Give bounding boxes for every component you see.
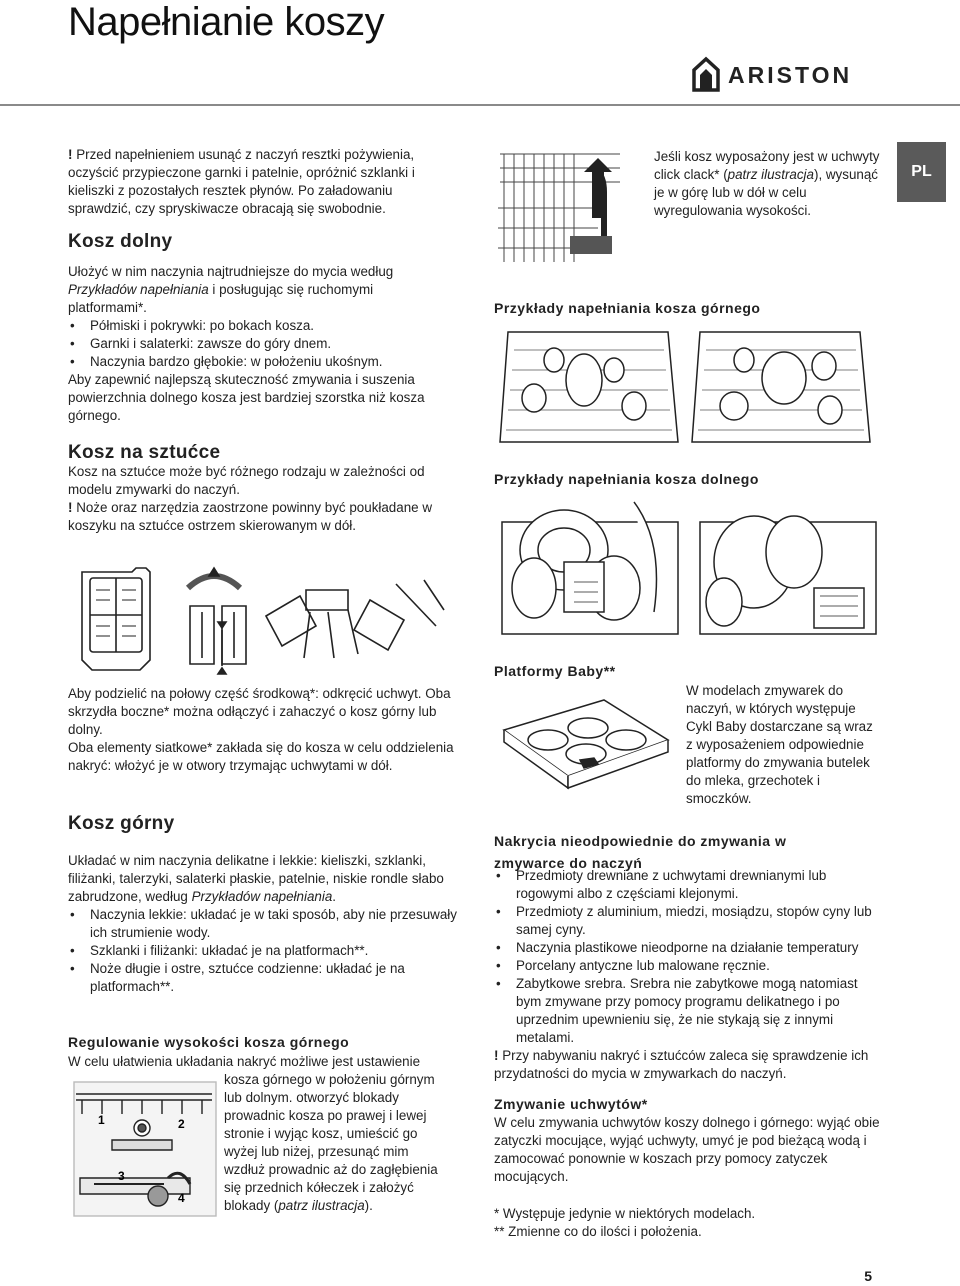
- baby-heading: Platformy Baby**: [494, 663, 616, 679]
- page-title: Napełnianie koszy: [68, 0, 385, 44]
- upper-basket-list: [68, 906, 458, 996]
- height-adjust-body: kosza górnego w położeniu górnym lub dolnym. otworzyć blokady prowadnic kosza po prawej i lewej stronie i wyjąc kosz, umieścić go wyżej lub niżej, przesunąć mim wzdłuż prowadnic aż do zagłębienia się przednich kółeczek i założyć blokady (patrz ilustracja).: [224, 1072, 438, 1213]
- warning-mark: !: [68, 147, 73, 162]
- step-label-3: 3: [118, 1169, 125, 1183]
- upper-basket-heading: Kosz górny: [68, 813, 175, 834]
- lower-basket-heading: Kosz dolny: [68, 231, 173, 252]
- cutlery-basket-illustration: [70, 560, 460, 678]
- list-item: • Porcelany antyczne lub malowane ręcznie.: [494, 957, 884, 975]
- list-item: • Przedmioty z aluminium, miedzi, mosiądzu, stopów cyny lub samej cyny.: [494, 903, 884, 939]
- unsuitable-list: [494, 867, 884, 1047]
- lower-basket-body: Ułożyć w nim naczynia najtrudniejsze do mycia według Przykładów napełniania i posługując się ruchomymi platformami*. • Półmiski i pokrywki: po bokach kosza. • Garnki i salaterki: zawsze do góry dnem. • Naczynia bardzo głębokie: w położeniu ukośnym. Aby zapewnić najlepszą skuteczność zmywania i suszenia powierzchnia dolnego kosza jest bardziej szorstka niż kosza górnego.: [68, 263, 454, 425]
- warning-mark: !: [68, 500, 73, 515]
- list-item: • Naczynia plastikowe nieodporne na działanie temperatury: [494, 939, 884, 957]
- lower-basket-examples-illustration: [494, 492, 884, 642]
- list-item: • Naczynia lekkie: układać je w taki sposób, aby nie przesuwały ich strumienie wody.: [68, 906, 458, 942]
- upper-examples-heading: Przykłady napełniania kosza górnego: [494, 300, 761, 316]
- handles-text: W celu zmywania uchwytów koszy dolnego i górnego: wyjąć obie zatyczki mocujące, wyjąć uchwyty, umyć je pod bieżącą wodą i zamocować ponownie w koszach przy pomocy zatyczek mocujących.: [494, 1115, 880, 1184]
- list-item: • Półmiski i pokrywki: po bokach kosza.: [68, 317, 454, 335]
- list-item: • Zabytkowe srebra. Srebra nie zabytkowe mogą natomiast bym zmywane przy pomocy programu delikatnego i po uprzednim upewnieniu się, że nie stykają się z innymi metalami.: [494, 975, 884, 1047]
- list-item: • Noże długie i ostre, sztućce codzienne: układać je na platformach**.: [68, 960, 458, 996]
- baby-text: W modelach zmywarek do naczyń, w których występuje Cykl Baby dostarczane są wraz z wyposażeniem odpowiednie platformy do zmywania butelek do mleka, grzechotek i smoczków.: [686, 683, 873, 806]
- list-item: • Szklanki i filiżanki: układać je na platformach**.: [68, 942, 458, 960]
- list-item: • Przedmioty drewniane z uchwytami drewnianymi lub rogowymi albo z częściami klejonymi.: [494, 867, 884, 903]
- brand-wordmark: ARISTON: [728, 62, 853, 88]
- step-label-4: 4: [178, 1191, 185, 1205]
- warning-mark: !: [494, 1048, 499, 1063]
- footnotes: [494, 1205, 884, 1241]
- list-item: • Naczynia bardzo głębokie: w położeniu ukośnym.: [68, 353, 454, 371]
- height-adjust-heading: Regulowanie wysokości kosza górnego: [68, 1034, 350, 1050]
- unsuitable-heading: Nakrycia nieodpowiednie do zmywania w zmywarce do naczyń: [494, 833, 787, 871]
- intro-paragraph: ! Przed napełnieniem usunąć z naczyń resztki pożywienia, oczyścić przypieczone garnki i patelnie, opróżnić szklanki i kieliszki z pozostałych resztek płynów. Po załadowaniu sprawdzić, czy spryskiwacze obracają się swobodnie.: [68, 147, 415, 216]
- footnote: ** Zmienne co do ilości i położenia.: [494, 1224, 702, 1239]
- clickclack-text: Jeśli kosz wyposażony jest w uchwyty click clack* (patrz ilustracja), wysunąć je w górę lub w dół w celu wyregulowania wysokości.: [654, 149, 880, 218]
- handles-heading: Zmywanie uchwytów*: [494, 1096, 648, 1112]
- footnote: * Występuje jedynie w niektórych modelach.: [494, 1206, 756, 1221]
- rail-illustration: [72, 1080, 218, 1218]
- unsuitable-body: • Przedmioty drewniane z uchwytami drewnianymi lub rogowymi albo z częściami klejonymi. • Przedmioty z aluminium, miedzi, mosiądzu, stopów cyny lub samej cyny. • Naczynia plastikowe nieodporne na działanie temperatury • Porcelany antyczne lub malowane ręcznie. • Zabytkowe srebra. Srebra nie zabytkowe mogą natomiast bym zmywane przy pomocy programu delikatnego i po uprzednim upewnieniu się, że nie stykają się z innymi metalami. ! Przy nabywaniu nakryć i sztućców zaleca się sprawdzenie ich przydatności do mycia w zmywarkach do naczyń.: [494, 867, 884, 1083]
- step-label-2: 2: [178, 1117, 185, 1131]
- clickclack-illustration: [494, 148, 640, 266]
- lower-basket-list: [68, 317, 454, 371]
- lower-examples-heading: Przykłady napełniania kosza dolnego: [494, 471, 759, 487]
- cutlery-heading: Kosz na sztućce: [68, 442, 221, 463]
- upper-basket-body: Układać w nim naczynia delikatne i lekkie: kieliszki, szklanki, filiżanki, talerzyki, salaterki płaskie, patelnie, niskie rondle słabo zabrudzone, według Przykładów napełniania. • Naczynia lekkie: układać je w taki sposób, aby nie przesuwały ich strumienie wody. • Szklanki i filiżanki: układać je na platformach**. • Noże długie i ostre, sztućce codzienne: układać je na platformach**.: [68, 852, 458, 996]
- language-badge: PL: [897, 142, 946, 202]
- step-label-1: 1: [98, 1113, 105, 1127]
- house-icon: [694, 59, 718, 90]
- page-number: 5: [864, 1268, 872, 1284]
- header-divider: [0, 104, 960, 106]
- cutlery-instructions: Aby podzielić na połowy część środkową*: odkręcić uchwyt. Oba skrzydła boczne* można odłączyć i zahaczyć o kosz górny lub dolny. Oba elementy siatkowe* zakłada się do kosza w celu oddzielenia nakryć: włożyć je w otwory trzymając uchwytami w dół.: [68, 686, 454, 773]
- list-item: • Garnki i salaterki: zawsze do góry dnem.: [68, 335, 454, 353]
- height-adjust-lead: W celu ułatwienia układania nakryć możliwe jest ustawienie: [68, 1054, 421, 1069]
- baby-platform-illustration: [494, 690, 674, 820]
- cutlery-body: Kosz na sztućce może być różnego rodzaju w zależności od modelu zmywarki do naczyń. ! Noże oraz narzędzia zaostrzone powinny być poukładane w koszyku na sztućce ostrzem skierowanym w dół.: [68, 464, 432, 533]
- upper-basket-examples-illustration: [494, 320, 884, 448]
